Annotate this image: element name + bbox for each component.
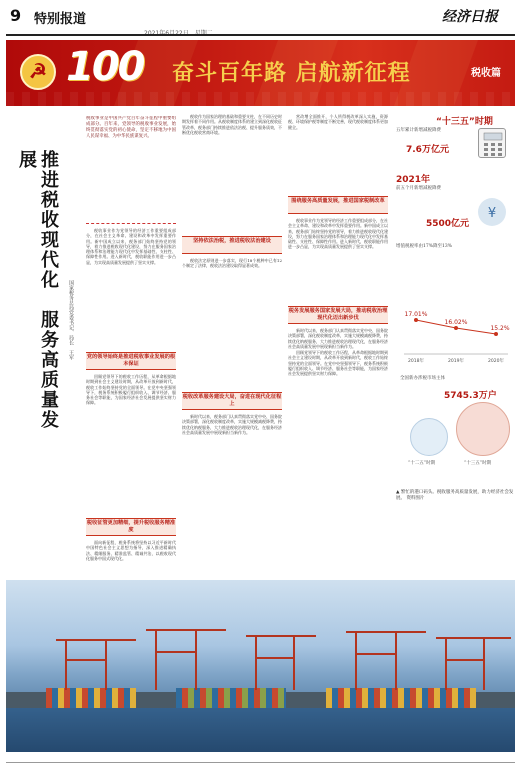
subheading: 坚持依法治税，推进税收法治建设 <box>182 236 282 254</box>
sidebar-item-text: 增值税税率由17%降至13% <box>396 244 453 249</box>
body-column <box>182 114 282 234</box>
sidebar-title: “十三五”时期 <box>436 117 493 127</box>
newspaper-logo: 经济日报 <box>442 9 498 25</box>
sidebar-item-value: 5500亿元 <box>426 219 470 229</box>
calculator-icon <box>478 128 506 158</box>
body-column <box>182 414 282 576</box>
body-paragraph: 税收事业作为党领导的经济工作重要组成部分，在社会主义革命、建设和改革中发挥重要作用。新中国成立以来，税务部门始终坚持党的领导，着力推进税收现代化建设，努力在服务国家治理体系和治理能力现代化中发挥基础性、支柱性、保障性作用。进入新时代，税收职能作用进一步凸显，为实现高质量发展提供了坚实支撑。 <box>86 228 176 265</box>
subheading: 税收征管更加精细，提升税收服务精准度 <box>86 518 176 536</box>
chart-value-label: 15.2% <box>490 325 510 332</box>
banner-tag: 税收篇 <box>471 68 501 79</box>
subheading: 围绕服务高质量发展，推进国家税制改革 <box>288 196 388 214</box>
article-lead: 税收事业是中国共产党百年奋斗征程中重要组成部分。百年来，党领导的税收事业发展，始终贯彻落实党的初心使命，坚定不移地为中国人民谋幸福、为中华民族谋复兴。 <box>86 116 176 224</box>
article-headline: 推进税收现代化 服务高质量发展 <box>16 150 59 430</box>
sidebar-item-text: 全国新办涉税市场主体 <box>400 376 445 381</box>
sidebar-item-value: 7.6万亿元 <box>406 145 449 155</box>
sidebar-item-text: 五年累计新增减税降费 <box>396 128 441 133</box>
body-column <box>86 540 176 576</box>
body-column <box>288 114 388 194</box>
body-paragraph: 税收事业作为党领导的经济工作重要组成部分，在社会主义革命、建设和改革中发挥重要作用。新中国成立以来，税务部门始终坚持党的领导，着力推进税收现代化建设，努力在服务国家治理体系和治理能力现代化中发挥基础性、支柱性、保障性作用。进入新时代，税收职能作用进一步凸显，为实现高质量发展提供了坚实支撑。 <box>288 218 388 250</box>
section-title: 特别报道 <box>34 12 87 27</box>
page-header <box>6 4 516 34</box>
body-paragraph: 新时代以来，税务部门认真贯彻落实党中央、国务院决策部署，深化税收制度改革，实施大规模减税降费，持续优化纳税服务，大力推进税收治理现代化，在服务经济社会高质量发展中展现新担当新作为。 <box>182 414 282 435</box>
chart-year-label: 2018年 <box>408 359 424 364</box>
chart-point <box>494 332 498 336</box>
svg-text:¥: ¥ <box>487 206 497 221</box>
body-paragraph: 税收作为国家治理的基础和重要支柱，在不同历史时期发挥着不同作用。从税收制度体系的建立到深化税收征管改革，税务部门持续推进依法治税、提升服务质效，不断优化税收营商环境。 <box>182 114 282 135</box>
money-icon <box>478 198 506 226</box>
circle-large <box>456 402 510 456</box>
photo-water <box>6 708 515 752</box>
page-number: 9 <box>10 6 22 25</box>
chart-value-label: 17.01% <box>404 311 428 318</box>
sidebar-year: 2021年 <box>396 175 431 185</box>
body-column <box>288 328 388 576</box>
subheading: 税收改革服务建设大局，奋进在现代化征程上 <box>182 392 282 410</box>
banner-title: 奋斗百年路 启航新征程 <box>172 61 411 86</box>
tax-burden-chart <box>400 308 512 368</box>
body-paragraph: 面向新征程，税务系统将坚持以习近平新时代中国特色社会主义思想为指导，深入推进精确执法、精细服务、精准监管、精诚共治，以税收现代化服务中国式现代化。 <box>86 540 176 561</box>
party-emblem-icon: ☭ <box>20 54 56 90</box>
caption-credit: 资料图片 <box>406 496 425 501</box>
body-column <box>86 374 176 514</box>
chart-year-label: 2020年 <box>488 359 504 364</box>
body-paragraph: 新时代以来，税务部门认真贯彻落实党中央、国务院决策部署，深化税收制度改革，实施大规模减税降费，持续优化纳税服务，大力推进税收治理现代化，在服务经济社会高质量发展中展现新担当新作为。 <box>288 328 388 349</box>
sidebar-item-value: 5745.3万户 <box>444 391 497 401</box>
body-paragraph: 税收法定原则进一步落实，现行18个税种中已有12个制定了法律，税收法治建设取得显著成效。 <box>182 258 282 269</box>
circle-small <box>410 418 448 456</box>
body-column <box>288 218 388 302</box>
body-paragraph: 回顾党领导下的税收工作历程，从革命根据地时期到社会主义建设时期，从改革开放到新时代，税收工作始终坚持党的全面领导。在党中央坚强领导下，税务系统积极履行组织收入、调节经济、服务社会等职能，为国家经济社会发展提供坚实财力保障。 <box>86 374 176 406</box>
cranes-illustration <box>6 580 515 710</box>
photo-caption <box>396 490 514 502</box>
harbor-photo <box>6 580 515 752</box>
body-column <box>182 258 282 388</box>
caption-text: ▲ 繁忙的港口码头。税收服务高质量发展，助力经济社会发展。 <box>396 490 514 501</box>
subheading: 税务发展服务国家发展大局，推动税收治理现代化迈出新步伐 <box>288 306 388 324</box>
subheading: 党的领导始终是推进税收事业发展的根本保证 <box>86 352 176 370</box>
footer-rule <box>6 762 515 763</box>
centenary-banner <box>6 40 515 106</box>
header-rule <box>6 34 515 36</box>
circle-label: “十三五”时期 <box>464 461 492 466</box>
sidebar-item-text: 前五个月新增减税降费 <box>396 186 441 191</box>
banner-100: 100 <box>66 44 144 90</box>
body-paragraph: 回顾党领导下的税收工作历程，从革命根据地时期到社会主义建设时期，从改革开放到新时代，税收工作始终坚持党的全面领导。在党中央坚强领导下，税务系统积极履行组织收入、调节经济、服务社会等职能，为国家经济社会发展提供坚实财力保障。 <box>288 350 388 377</box>
chart-point <box>454 326 458 330</box>
body-column <box>86 228 176 350</box>
chart-year-label: 2019年 <box>448 359 464 364</box>
body-paragraph: 营改增全面推开，个人所得税改革深入实施，资源税、环境保护税等制度不断完善，现代税收制度体系更加健全。 <box>288 114 388 130</box>
circle-comparison <box>402 400 512 470</box>
chart-point <box>414 318 418 322</box>
banner-pattern <box>6 92 515 106</box>
circle-label: “十二五”时期 <box>408 461 436 466</box>
article-byline: 国家税务总局党委书记、局长 王军 <box>68 280 74 360</box>
chart-value-label: 16.02% <box>444 319 468 326</box>
